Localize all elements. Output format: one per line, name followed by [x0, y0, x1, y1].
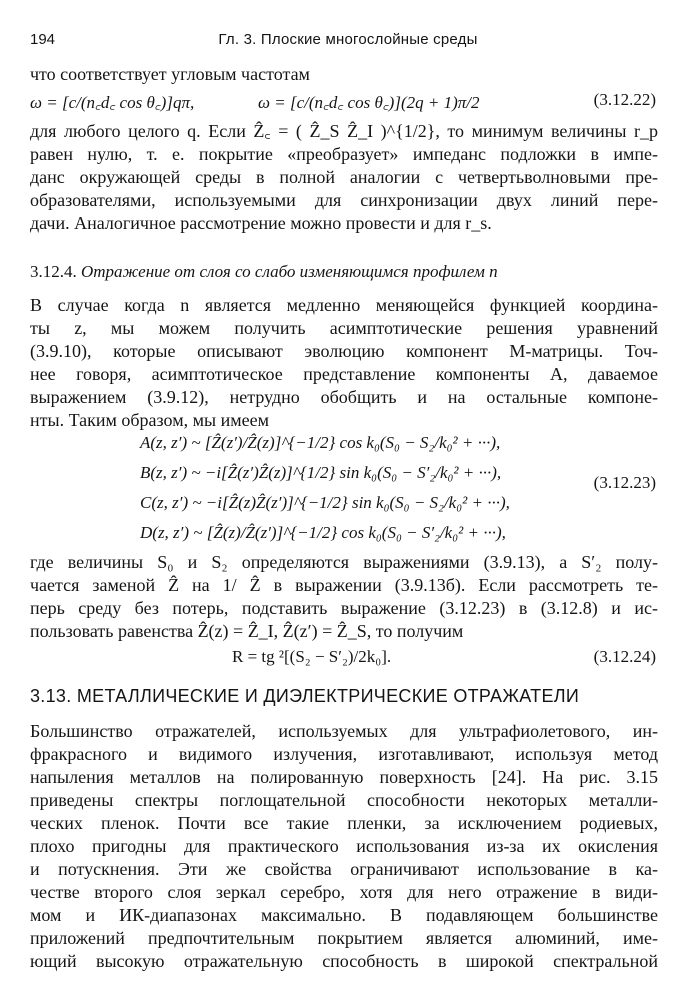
equation-C: C(z, z′) ~ −i[Ẑ(z)Ẑ(z′)]^{−1/2} sin k₀(S₀ − S₂/k₀² + ···),	[140, 493, 510, 512]
paragraph-line: пользовать равенства Ẑ(z) = Ẑ_I, Ẑ(z′) = Ẑ_S, то получим	[30, 621, 464, 641]
paragraph-line: (3.9.10), которые описывают эволюцию компонент М-матрицы. Точ-	[30, 341, 658, 361]
section-heading	[30, 686, 660, 707]
paragraph-line: перь среду без потерь, подставить выражение (3.12.23) в (3.12.8) и ис-	[30, 598, 658, 618]
intro-text-line: для любого целого q. Если Ẑ꜀ = ( Ẑ_S Ẑ_I )^{1/2}, то минимум величины r_p	[30, 121, 658, 141]
paragraph-line: мом и ИК-диапазонах максимально. В подавляющем большинстве	[30, 905, 658, 925]
equation-A: A(z, z′) ~ [Ẑ(z′)/Ẑ(z)]^{−1/2} cos k₀(S₀ − S₂/k₀² + ···),	[140, 433, 501, 452]
equation-number-3-12-23: (3.12.23)	[593, 473, 656, 492]
intro-text-line: равен нулю, т. е. покрытие «преобразует» импеданс подложки в импе-	[30, 144, 658, 164]
paragraph-line: Большинство отражателей, используемых для ультрафиолетового, ин-	[30, 721, 658, 741]
paragraph-line: и потускнения. Эти же свойства ограничивают использование в ка-	[30, 859, 658, 879]
paragraph-line: выражением (3.9.12), нетрудно обобщить и на остальные компоне-	[30, 387, 658, 407]
intro-text-line: дачи. Аналогичное рассмотрение можно провести и для r_s.	[30, 213, 492, 233]
paragraph-line: В случае когда n является медленно меняющейся функцией координа-	[30, 295, 658, 315]
equation-3-12-22-b: ω = [c/(n꜀d꜀ cos θ꜀)](2q + 1)π/2	[258, 93, 480, 112]
equation-B: B(z, z′) ~ −i[Ẑ(z′)Ẑ(z)]^{1/2} sin k₀(S₀ − S′₂/k₀² + ···),	[140, 463, 502, 482]
paragraph-line: нты. Таким образом, мы имеем	[30, 410, 269, 430]
paragraph-line: приложений предпочтительным покрытием является алюминий, име-	[30, 928, 658, 948]
equation-3-12-22-a: ω = [c/(n꜀d꜀ cos θ꜀)]qπ,	[30, 93, 195, 112]
section-title: МЕТАЛЛИЧЕСКИЕ И ДИЭЛЕКТРИЧЕСКИЕ ОТРАЖАТЕЛИ	[76, 686, 580, 706]
subsection-number: 3.12.4.	[30, 262, 77, 281]
intro-text-line: образователями, используемыми для синхронизации двух линий пере-	[30, 190, 658, 210]
equation-number-3-12-24: (3.12.24)	[593, 647, 656, 666]
equation-D: D(z, z′) ~ [Ẑ(z)/Ẑ(z′)]^{−1/2} cos k₀(S₀ − S′₂/k₀² + ···),	[140, 523, 506, 542]
paragraph-line: плохо пригодны для практического использования из-за их окисления	[30, 836, 658, 856]
running-head: Гл. 3. Плоские многослойные среды	[218, 31, 478, 48]
subsection-title: Отражение от слоя со слабо изменяющимся профилем n	[81, 262, 498, 281]
paragraph-line: ческих пленок. Почти все такие пленки, за исключением родиевых,	[30, 813, 658, 833]
intro-text-line: данс окружающей среды в полной аналогии с четвертьволновыми пре-	[30, 167, 658, 187]
section-number: 3.13.	[30, 686, 72, 706]
paragraph-line: ющий высокую отражательную способность в широкой спектральной	[30, 951, 658, 971]
equation-3-12-24: R = tg ²[(S₂ − S′₂)/2k₀].	[232, 647, 392, 666]
paragraph-line: ты z, мы можем получить асимптотические решения уравнений	[30, 318, 658, 338]
paragraph-line: нее говоря, асимптотическое представление компоненты A, даваемое	[30, 364, 658, 384]
paragraph-line: напыления металлов на полированную поверхность [24]. На рис. 3.15	[30, 767, 658, 787]
paragraph-line: приведены спектры поглощательной способности некоторых металли-	[30, 790, 658, 810]
paragraph-line: чается заменой Ẑ на 1/ Ẑ в выражении (3.9.13б). Если рассмотреть те-	[30, 575, 658, 595]
equation-number-3-12-22: (3.12.22)	[593, 90, 656, 109]
page-number: 194	[30, 31, 56, 48]
paragraph-line: фракрасного и видимого излучения, изготавливают, используя метод	[30, 744, 658, 764]
paragraph-line: где величины S₀ и S₂ определяются выражениями (3.9.13), а S′₂ полу-	[30, 552, 658, 572]
subsection-heading	[30, 262, 498, 282]
paragraph-line: честве второго слоя зеркал серебро, хотя для него отражение в види-	[30, 882, 658, 902]
intro-line: что соответствует угловым частотам	[30, 64, 310, 84]
